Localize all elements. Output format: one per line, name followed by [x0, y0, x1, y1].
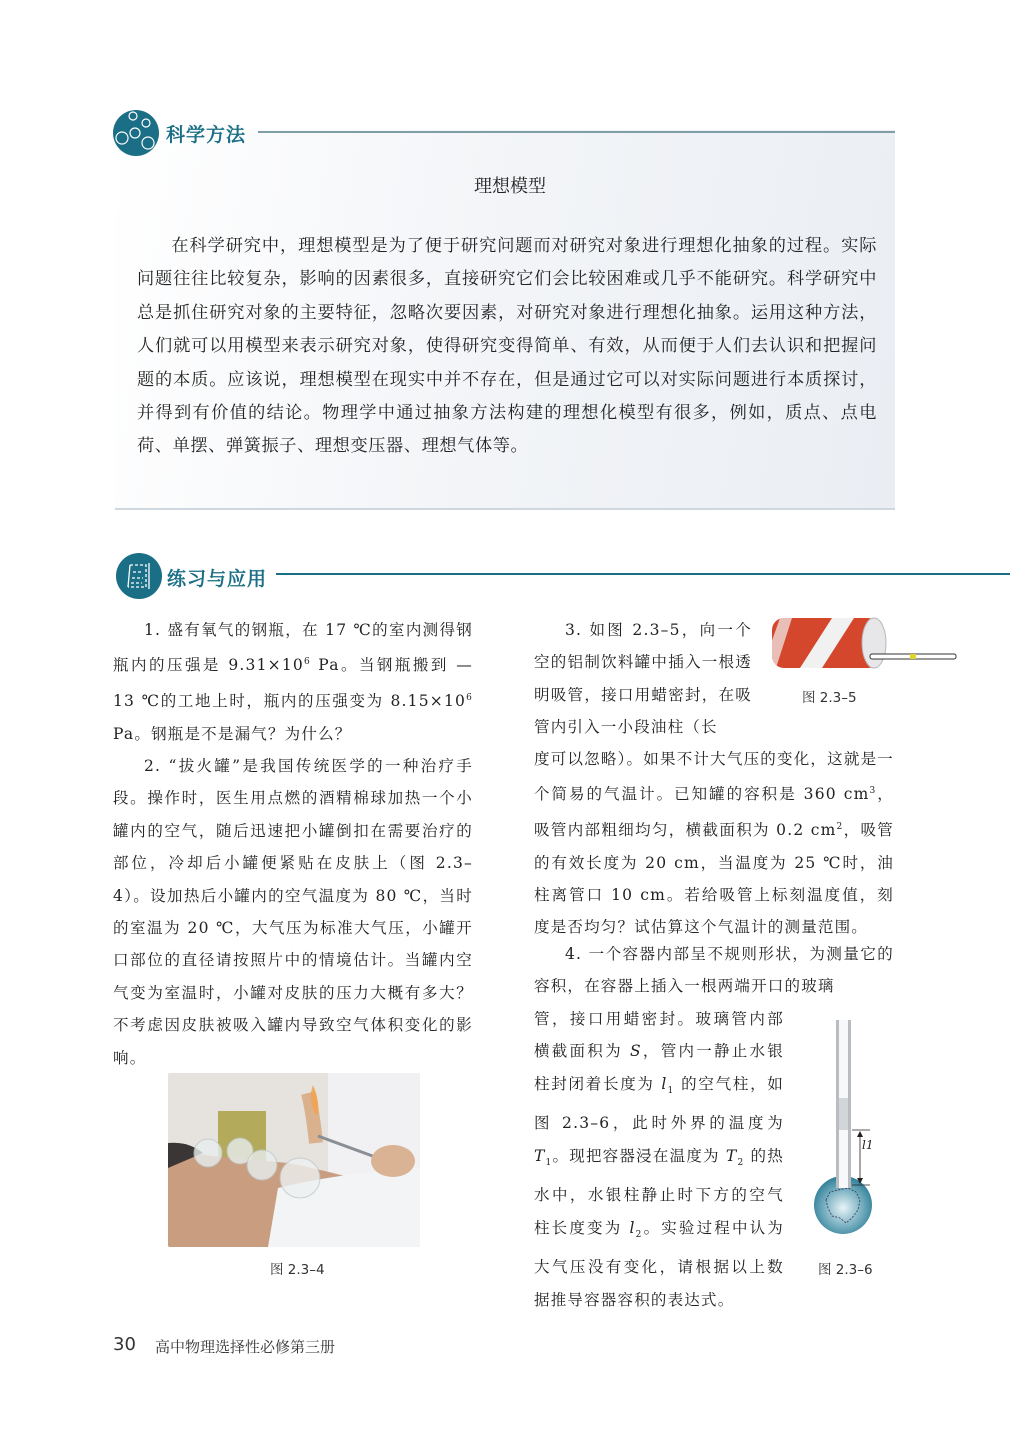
can-thermometer-figure	[770, 616, 960, 680]
section-title-science-method: 科学方法	[166, 124, 247, 146]
page-number: 30	[113, 1334, 136, 1355]
exercise-left-column	[113, 614, 473, 1074]
section-divider	[258, 131, 895, 133]
question-1: 1. 盛有氧气的钢瓶，在 17 ℃的室内测得钢瓶内的压强是 $9.31\times 10^6$ Pa。当钢瓶搬到 — 13 ℃的工地上时，瓶内的压强变为 $8.15\times 10^6$ Pa。钢瓶是不是漏气？为什么？	[113, 621, 473, 743]
figure-caption: 图 2.3–5	[802, 690, 857, 706]
circles-icon	[113, 110, 159, 156]
figure-caption: 图 2.3–4	[270, 1262, 325, 1278]
book-title: 高中物理选择性必修第三册	[155, 1338, 336, 1356]
section-divider	[276, 573, 1010, 575]
section-title-exercises: 练习与应用	[167, 568, 268, 590]
question-3-intro: 3. 如图 2.3–5，向一个空的铝制饮料罐中插入一根透明吸管，接口用蜡密封，在吸管内引入一小段油柱（长	[534, 621, 752, 737]
notebook-icon	[116, 553, 162, 599]
cupping-photo	[168, 1073, 420, 1247]
figure-caption: 图 2.3–6	[818, 1262, 873, 1278]
question-4-intro: 4. 一个容器内部呈不规则形状，为测量它的容积，在容器上插入一根两端开口的玻璃	[534, 945, 894, 996]
box-title: 理想模型	[474, 176, 546, 197]
l1-dimension-label: l1	[862, 1138, 874, 1152]
question-3-continued: 度可以忽略）。如果不计大气压的变化，这就是一个简易的气温计。已知罐的容积是 360 $cm^3$，吸管内部粗细均匀，横截面积为 0.2 $cm^2$，吸管的有效长度为 20 cm，当温度为 25 ℃时，油柱离管口 10 cm。若给吸管上标刻温度值，刻度是否均匀？试估算这个气温计的测量范围。	[534, 750, 894, 937]
question-4-continued: 管，接口用蜡密封。玻璃管内部横截面积为 S，管内一静止水银柱封闭着长度为 $l_1$ 的空气柱，如图 2.3–6，此时外界的温度为 $T_1$。现把容器浸在温度为 $T_2$ 的热水中，水银柱静止时下方的空气柱长度变为 $l_2$。实验过程中认为大气压没有变化，请根据以上数据推导容器容积的表达式。	[534, 1010, 785, 1309]
bulb-tube-figure	[808, 1020, 888, 1244]
question-2: 2. “拔火罐”是我国传统医学的一种治疗手段。操作时，医生用点燃的酒精棉球加热一个小罐内的空气，随后迅速把小罐倒扣在需要治疗的部位，冷却后小罐便紧贴在皮肤上（图 2.3–4）。设加热后小罐内的空气温度为 80 ℃，当时的室温为 20 ℃，大气压为标准大气压，小罐开口部位的直径请按照片中的情境估计。当罐内空气变为室温时，小罐对皮肤的压力大概有多大？不考虑因皮肤被吸入罐内导致空气体积变化的影响。	[113, 756, 473, 1067]
box-body-paragraph: 在科学研究中，理想模型是为了便于研究问题而对研究对象进行理想化抽象的过程。实际问题往往比较复杂，影响的因素很多，直接研究它们会比较困难或几乎不能研究。科学研究中总是抓住研究对象的主要特征，忽略次要因素，对研究对象进行理想化抽象。运用这种方法，人们就可以用模型来表示研究对象，使得研究变得简单、有效，从而便于人们去认识和把握问题的本质。应该说，理想模型在现实中并不存在，但是通过它可以对实际问题进行本质探讨，并得到有价值的结论。物理学中通过抽象方法构建的理想化模型有很多，例如，质点、点电荷、单摆、弹簧振子、理想变压器、理想气体等。	[137, 236, 877, 457]
